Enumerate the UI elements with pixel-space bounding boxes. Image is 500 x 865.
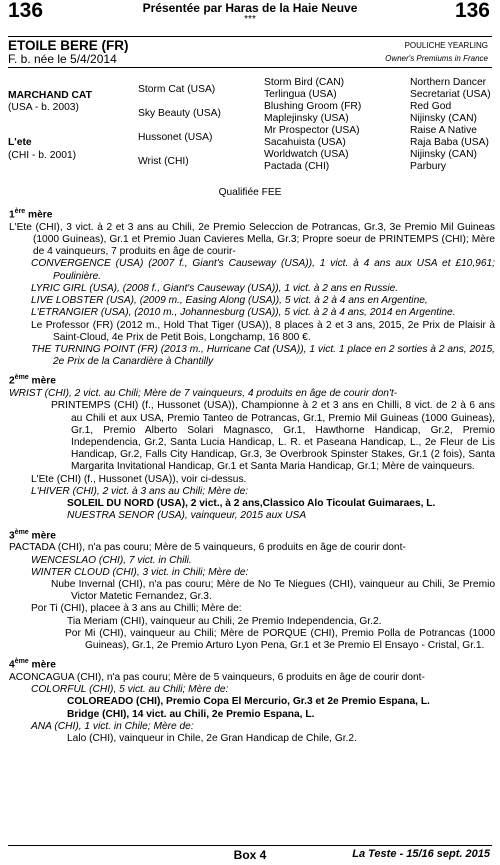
lot-number-right: 136	[454, 0, 490, 22]
produce-entry: LYRIC GIRL (USA), (2008 f., Giant's Causeway (USA)), 1 vict. à 2 ans en Russie.	[31, 282, 399, 294]
title-divider	[8, 67, 492, 68]
produce-entry: L'Ete (CHI) (f., Hussonet (USA)), voir ci-dessus.	[31, 473, 247, 485]
fourth-dam-entry: ACONCAGUA (CHI), n'a pas couru; Mère de 5 vainqueurs, 6 produits en âge de courir dont-	[9, 672, 425, 683]
produce-entry: CONVERGENCE (USA) (2007 f., Giant's Causeway (USA)), 1 vict. à 4 ans aux USA et £10,961; Poulinière.	[31, 258, 495, 282]
produce-entry: Por Ti (CHI), placee à 3 ans au Chilli; Mère de:	[31, 603, 242, 615]
produce-entry: WINTER CLOUD (CHI), 3 vict. in Chili; Mère de:	[31, 566, 249, 578]
gen4-item: Red God	[410, 101, 452, 112]
page-header	[0, 0, 500, 36]
produce-entry: Nube Invernal (CHI), n'a pas couru; Mère de No Te Niegues (CHI), vainqueur au Chili, 3e Premio Victor Matetic Fernandez, Gr.3.	[51, 578, 495, 603]
premiums-label: Owner's Premiums in France	[385, 54, 488, 63]
gen4-item: Parbury	[410, 161, 447, 172]
produce-entry: SOLEIL DU NORD (USA), 2 vict., à 2 ans,Classico Alo Ticoulat Guimaraes, L.	[67, 498, 436, 510]
presenter: Présentée par Haras de la Haie Neuve	[142, 1, 358, 15]
third-dam-heading: 3ème mère	[9, 528, 56, 542]
dam-info: (CHI - b. 2001)	[8, 150, 77, 161]
gen4-item: Nijinsky (CAN)	[410, 113, 477, 124]
sex-label: POULICHE YEARLING	[404, 41, 488, 50]
gen4-item: Northern Dancer	[410, 77, 487, 88]
produce-entry: Lalo (CHI), vainqueur in Chile, 2e Gran Handicap de Chile, Gr.2.	[67, 733, 357, 745]
produce-entry: ANA (CHI), 1 vict. in Chile; Mère de:	[31, 720, 194, 732]
horse-description: F. b. née le 5/4/2014	[8, 52, 117, 66]
stars: ***	[244, 14, 256, 25]
gen3-item: Maplejinsky (USA)	[264, 113, 349, 124]
produce-entry: Por Mi (CHI), vainqueur au Chili; Mère de PORQUE (CHI), Premio Polla de Potrancas (1000 Guineas), Gr.1, 2e Premio Arturo Lyon Pena, Gr.1 et 3e Premio El Ensayo - Cristal, Gr.1.	[65, 627, 495, 652]
gen3-item: Terlingua (USA)	[264, 89, 337, 100]
produce-entry: PRINTEMPS (CHI) (f., Hussonet (USA)), Championne à 2 et 3 ans en Chilli, 8 vict. de 2 à 6 ans au Chili et aux USA, Premio Tanteo de Potrancas, Gr.1, Premio Mil Guineas (1000 Guineas), Gr.1, Premio Alberto Solari Magnasco, Gr.1, Hawthorne Handicap, Gr.2, Premio Independencia, Gr.2, Santa Lucia Handicap, L. R. et Paseana Handicap, L., 2e Fleur de Lis Handicap, Gr.2, Falls City Handicap, Gr.3, 3e Overbrook Spinster Stakes, Gr.1 (2 fois), Santa Margarita Invitational Handicap, Gr.1 et Santa Maria Handicap, Gr.1; Mère de vainqueurs.	[51, 400, 495, 473]
gen3-item: Mr Prospector (USA)	[264, 125, 360, 136]
produce-entry: NUESTRA SENOR (USA), vainqueur, 2015 aux USA	[67, 510, 307, 522]
gen3-item: Storm Bird (CAN)	[264, 77, 345, 88]
horse-name: ETOILE BERE (FR)	[8, 38, 129, 53]
box-number: Box 4	[233, 848, 267, 862]
produce-entry: Le Professor (FR) (2012 m., Hold That Tiger (USA)), 8 places à 2 et 3 ans, 2015, 2e Prix de Plaisir à Saint-Cloud, 4e Prix de Petit Bois, Longchamp, 16 800 €.	[31, 319, 495, 343]
produce-entry: L'ETRANGIER (USA), (2010 m., Johannesburg (USA)), 5 vict. à 2 à 4 ans, 2014 en Argentine.	[31, 307, 456, 319]
produce-entry: COLOREADO (CHI), Premio Copa El Mercurio, Gr.3 et 2e Premio Espana, L.	[67, 696, 430, 708]
gen3-item: Pactada (CHI)	[264, 161, 330, 172]
second-dam-heading: 2ème mère	[9, 374, 56, 387]
gen3-item: Sacahuista (USA)	[264, 137, 346, 148]
lot-number-left: 136	[8, 0, 44, 22]
sire-name: MARCHAND CAT	[8, 90, 92, 101]
first-dam-heading: 1ère mère	[9, 208, 53, 221]
produce-entry: Bridge (CHI), 14 vict. au Chili, 2e Premio Espana, L.	[67, 708, 315, 720]
produce-entry: THE TURNING POINT (FR) (2013 m., Hurricane Cat (USA)), 1 vict. 1 place en 2 sorties à 2 ans, 2015, 2e Prix de la Canardière à Chantilly	[31, 343, 495, 368]
qualification-note: Qualifiée FEE	[218, 187, 282, 198]
page-footer	[0, 846, 500, 864]
first-dam-entry: L'Ete (CHI), 3 vict. à 2 et 3 ans au Chili, 2e Premio Seleccion de Potrancas, Gr.3, 3e Premio Mil Guineas (1000 Guineas), Gr.1 et Premio Juan Cavieres Mella, Gr.3; Propre soeur de PRINTEMPS (CHI); Mère de 4 vainqueurs, 7 produits en âge de courir-	[9, 221, 495, 258]
gen4-item: Secretariat (USA)	[410, 89, 491, 100]
produce-entry: WENCESLAO (CHI), 7 vict. in Chili.	[31, 554, 192, 566]
gen2-dam-sire: Hussonet (USA)	[138, 132, 213, 143]
second-dam-entry: WRIST (CHI), 2 vict. au Chili; Mère de 7 vainqueurs, 4 produits en âge de courir don't-	[9, 388, 398, 400]
gen2-dam-dam: Wrist (CHI)	[138, 156, 189, 167]
produce-entry: L'HIVER (CHI), 2 vict. à 3 ans au Chili; Mère de:	[31, 485, 249, 497]
produce-entry: Tia Meriam (CHI), vainqueur au Chili, 2e Premio Independencia, Gr.2.	[67, 615, 382, 627]
header-divider	[8, 36, 492, 37]
gen3-item: Blushing Groom (FR)	[264, 101, 362, 112]
produce-record	[9, 208, 495, 745]
produce-entry: LIVE LOBSTER (USA), (2009 m., Easing Along (USA)), 5 vict. à 2 à 4 ans en Argentine,	[31, 295, 428, 307]
pedigree-table	[0, 75, 500, 185]
gen3-item: Worldwatch (USA)	[264, 149, 349, 160]
sale-place-date: La Teste - 15/16 sept. 2015	[352, 848, 490, 860]
sire-info: (USA - b. 2003)	[8, 102, 79, 113]
gen4-item: Raise A Native	[410, 125, 477, 136]
gen2-sire-sire: Storm Cat (USA)	[138, 84, 216, 95]
dam-name: L'ete	[8, 137, 32, 148]
gen2-sire-dam: Sky Beauty (USA)	[138, 108, 221, 119]
produce-entry: COLORFUL (CHI), 5 vict. au Chili; Mère de:	[31, 684, 229, 696]
gen4-item: Nijinsky (CAN)	[410, 149, 477, 160]
fourth-dam-heading: 4ème mère	[9, 658, 56, 671]
third-dam-entry: PACTADA (CHI), n'a pas couru; Mère de 5 vainqueurs, 6 produits en âge de courir dont-	[9, 542, 406, 554]
gen4-item: Raja Baba (USA)	[410, 137, 489, 148]
